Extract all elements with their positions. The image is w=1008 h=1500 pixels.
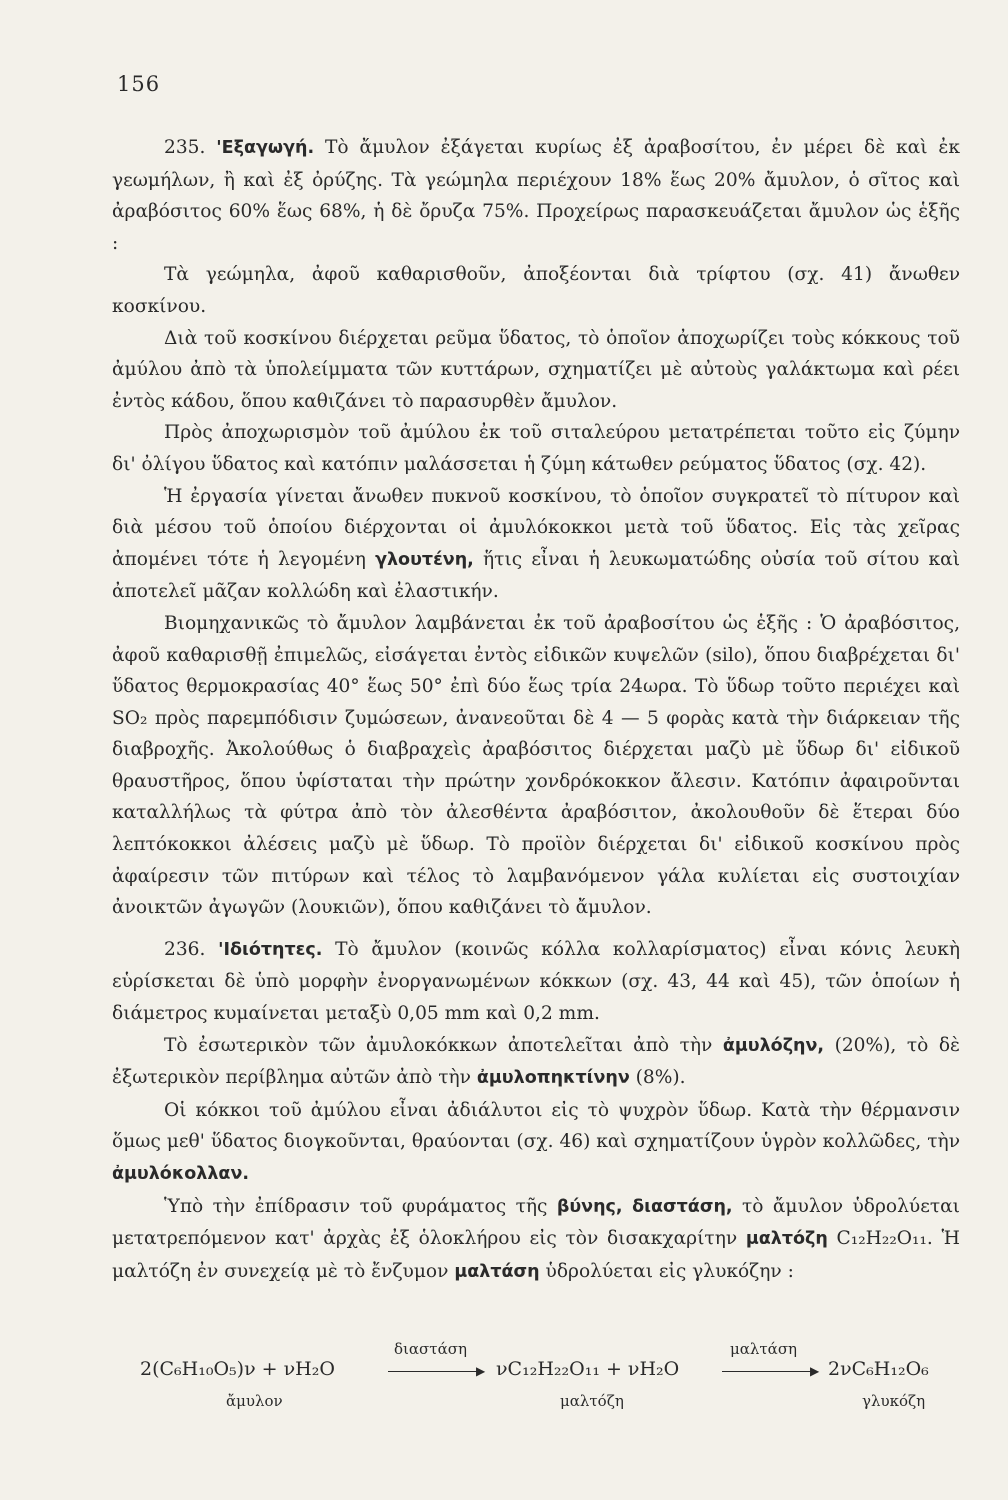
term-maltose: μαλτόζη [745,1229,828,1250]
text-run: Ἡ ἐργασία γίνεται ἄνωθεν πυκνοῦ κοσκίνου, τὸ ὁποῖον συγκρατεῖ τὸ πίτυρον καὶ διὰ μέσου τοῦ ὁποίου διέρχονται οἱ ἀμυλόκοκκοι μετὰ τοῦ ὕδατος. Εἰς τὰς χεῖρας ἀπομένει τότε ἡ λεγομένη [112,485,960,570]
equation-term-starch: 2(C₆H₁₀O₅)ν + νH₂O [140,1358,335,1380]
text-run: τὸ ἄμυλον ὑδρολύεται μετατρεπόμενον κατ' ἀρχὰς ἐξ ὁλοκλήρου εἰς τὸν δισακχαρίτην [112,1195,960,1250]
text-run: Τὸ ἐσωτερικὸν τῶν ἀμυλοκόκκων ἀποτελεῖται ἀπὸ τὴν [164,1034,713,1056]
hydrolysis-equation [140,1340,960,1420]
paragraph: Βιομηχανικῶς τὸ ἄμυλον λαμβάνεται ἐκ τοῦ ἀραβοσίτου ὡς ἑξῆς : Ὁ ἀραβόσιτος, ἀφοῦ καθαρισθῇ ἐπιμελῶς, εἰσάγεται ἐντὸς εἰδικῶν κυψελῶν (silo), ὅπου διαβρέχεται δι' ὕδατος θερμοκρασίας 40° ἕως 50° ἐπὶ δύο ἕως τρία 24ωρα. Τὸ ὕδωρ τοῦτο περιέχει καὶ SO₂ πρὸς παρεμπόδισιν ζυμώσεων, ἀνανεοῦται δὲ 4 — 5 φορὰς κατὰ τὴν διάρκειαν τῆς διαβροχῆς. Ἀκολούθως ὁ διαβραχεὶς ἀραβόσιτος διέρχεται μαζὺ μὲ ὕδωρ δι' εἰδικοῦ θραυστῆρος, ὅπου ὑφίσταται τὴν πρώτην χονδρόκοκκον ἄλεσιν. Κατόπιν ἀφαιροῦνται καταλλήλως τὰ φύτρα ἀπὸ τὸν ἀλεσθέντα ἀραβόσιτον, ἀκολουθοῦν δὲ ἕτεραι δύο λεπτόκοκκοι ἀλέσεις μαζὺ μὲ ὕδωρ. Τὸ προϊὸν διέρχεται δι' εἰδικοῦ κοσκίνου πρὸς ἀφαίρεσιν τῶν πιτύρων καὶ τέλος τὸ λαμβανόμενον γάλα κυλίεται εἰς συστοιχίαν ἀνοικτῶν ἀγωγῶν (λουκιῶν), ὅπου καθιζάνει τὸ ἄμυλον. [112,612,960,919]
text-run: (20%), τὸ δὲ ἐξωτερικὸν περίβλημα αὐτῶν ἀπὸ τὴν [112,1034,960,1089]
term-starch-paste: ἀμυλόκολλαν. [112,1164,250,1184]
text-run: ἥτις εἶναι ἡ λευκωματώδης οὐσία τοῦ σίτου καὶ ἀποτελεῖ μᾶζαν κολλώδη καὶ ἐλαστικήν. [112,548,960,603]
text-run: Οἱ κόκκοι τοῦ ἀμύλου εἶναι ἀδιάλυτοι εἰς τὸ ψυχρὸν ὕδωρ. Κατὰ τὴν θέρμανσιν ὅμως μεθ' ὕδατος διογκοῦνται, θραύονται (σχ. 46) καὶ σχηματίζουν ὑγρὸν κολλῶδες, τὴν [112,1099,960,1153]
paragraph: Τὸ ἄμυλον ἐξάγεται κυρίως ἐξ ἀραβοσίτου, ἐν μέρει δὲ καὶ ἐκ γεωμήλων, ἢ καὶ ἐξ ὀρύζης. Τὰ γεώμηλα περιέχουν 18% ἕως 20% ἄμυλον, ὁ σῖτος καὶ ἀραβόσιτος 60% ἕως 68%, ἡ δὲ ὄρυζα 75%. Προχείρως παρασκευάζεται ἄμυλον ὡς ἑξῆς : [112,137,960,254]
section-number: 235. [164,137,206,158]
arrow-label-diastase: διαστάση [394,1340,467,1358]
term-gluten: γλουτένη, [375,549,474,570]
text-run: (8%). [635,1067,686,1089]
arrow-head-icon: ▶ [810,1364,820,1378]
paragraph [112,1030,960,1095]
reaction-arrow [722,1371,814,1372]
section-title: 'Ιδιότητες. [218,939,323,960]
term-amylopectin: ἀμυλοπηκτίνην [476,1068,630,1089]
paragraph: Τὸ ἄμυλον (κοινῶς κόλλα κολλαρίσματος) εἶναι κόνις λευκὴ εὑρίσκεται δὲ ὑπὸ μορφὴν ἐνοργανωμένων κόκκων (σχ. 43, 44 καὶ 45), τῶν ὁποίων ἡ διάμετρος κυμαίνεται μεταξὺ 0,05 mm καὶ 0,2 mm. [112,938,960,1025]
term-maltase: μαλτάση [454,1261,540,1282]
paragraph [112,481,960,608]
section-235-intro [112,132,960,259]
text-run: Ὑπὸ τὴν ἐπίδρασιν τοῦ φυράματος τῆς [164,1195,548,1217]
arrow-label-maltase: μαλτάση [730,1340,798,1358]
paragraph [112,1191,960,1289]
equation-term-glucose: 2νC₆H₁₂O₆ [828,1358,929,1380]
page-number: 156 [117,72,161,96]
paragraph: Τὰ γεώμηλα, ἀφοῦ καθαρισθοῦν, ἀποξέονται διὰ τρίφτου (σχ. 41) ἄνωθεν κοσκίνου. [112,264,960,317]
paragraph: Πρὸς ἀποχωρισμὸν τοῦ ἀμύλου ἐκ τοῦ σιταλεύρου μετατρέπεται τοῦτο εἰς ζύμην δι' ὀλίγου ὕδατος καὶ κατόπιν μαλάσσεται ἡ ζύμη κάτωθεν ρεύματος ὕδατος (σχ. 42). [112,422,960,475]
section-number: 236. [164,938,206,960]
equation-label-maltose: μαλτόζη [560,1392,624,1410]
arrow-head-icon: ▶ [476,1364,486,1378]
reaction-arrow [388,1371,480,1372]
paragraph: Διὰ τοῦ κοσκίνου διέρχεται ρεῦμα ὕδατος, τὸ ὁποῖον ἀποχωρίζει τοὺς κόκκους τοῦ ἀμύλου ἀπὸ τὰ ὑπολείμματα τῶν κυττάρων, σχηματίζει μὲ αὐτοὺς γαλάκτωμα καὶ ρέει ἐντὸς κάδου, ὅπου καθιζάνει τὸ παρασυρθὲν ἄμυλον. [112,327,960,412]
equation-term-maltose: νC₁₂H₂₂O₁₁ + νH₂O [496,1358,680,1380]
text-run: C₁₂H₂₂O₁₁. Ἡ μαλτόζη ἐν συνεχείᾳ μὲ τὸ ἔνζυμον [112,1228,960,1282]
term-amylose: ἀμυλόζην, [722,1035,825,1056]
equation-label-starch: ἄμυλον [226,1392,283,1410]
equation-label-glucose: γλυκόζη [862,1392,926,1410]
section-236-intro [112,934,960,1030]
text-run: ὑδρολύεται εἰς γλυκόζην : [545,1260,794,1282]
body-text [112,132,960,1288]
paragraph [112,1095,960,1191]
term-diastase: βύνης, διαστάση, [556,1196,733,1217]
section-title: 'Εξαγωγή. [216,138,315,158]
